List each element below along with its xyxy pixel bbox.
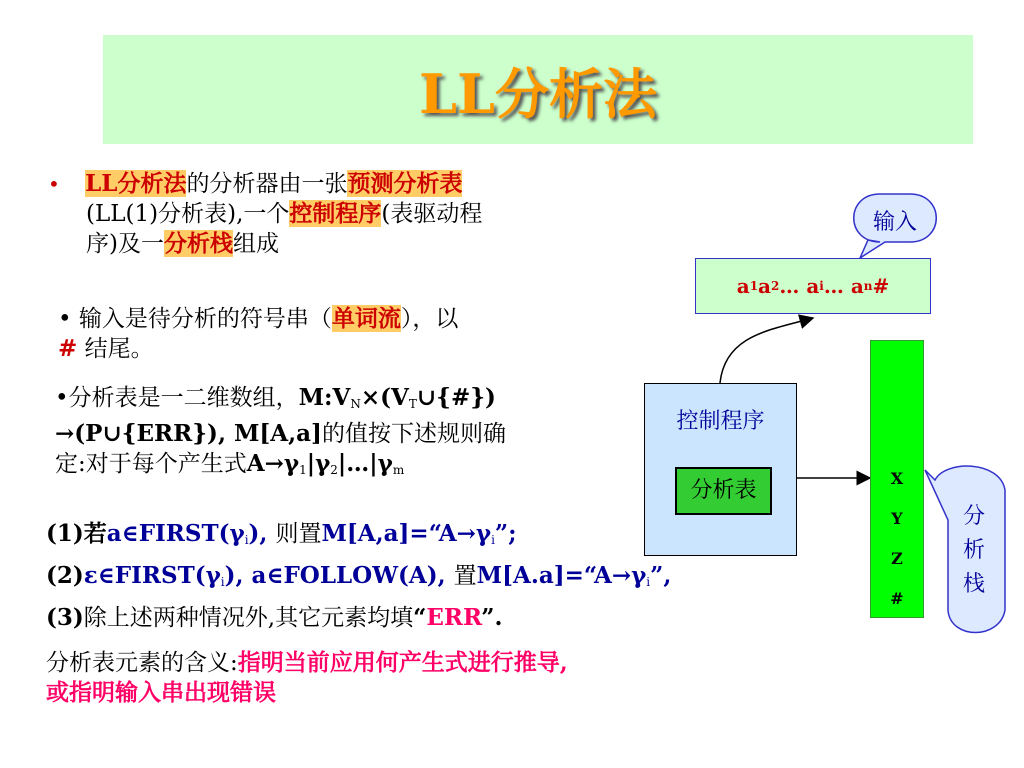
err-term: ERR	[426, 604, 482, 631]
text: a	[736, 274, 750, 298]
text: 析	[962, 538, 985, 563]
text: … a	[823, 274, 864, 298]
text: (1)若	[46, 520, 107, 547]
predict-table-term: 预测分析表	[347, 170, 463, 197]
text: |γ	[306, 450, 331, 477]
text: ),	[248, 520, 276, 547]
text: 序)及一	[86, 231, 164, 257]
text: 则置	[275, 521, 322, 547]
analysis-stack-term: 分析栈	[163, 230, 233, 257]
text: … a	[779, 274, 820, 298]
analysis-table-box	[675, 467, 772, 515]
text: 定:对于每个产生式	[55, 451, 247, 477]
text: 组成	[232, 231, 279, 257]
text: ∪{#})	[416, 384, 496, 411]
text: ε∈FIRST(γ	[83, 562, 221, 589]
input-tape	[695, 258, 931, 314]
bullet-dot: •	[48, 172, 60, 196]
text: ），以	[400, 306, 459, 332]
hash-symbol: #	[58, 335, 78, 362]
subscript: i	[646, 575, 651, 589]
stack-bubble-label	[953, 500, 995, 602]
text: #	[872, 274, 890, 298]
stack-item: #	[890, 589, 904, 608]
text: ), a∈FOLLOW(A),	[224, 562, 454, 589]
text: M[A.a]=“A→γ	[476, 562, 647, 589]
meaning-text: 或指明输入串出现错误	[46, 679, 276, 706]
subscript: n	[863, 279, 873, 293]
text: 的分析器由一张	[186, 171, 348, 197]
subscript: 1	[749, 279, 759, 293]
subscript: i	[819, 279, 824, 293]
text: (2)	[46, 562, 84, 589]
subscript: T	[408, 397, 417, 411]
input-bubble-label: 输入	[872, 210, 917, 235]
control-to-input-arrow	[720, 318, 813, 383]
text: 分析表元素的含义:	[46, 650, 238, 676]
control-program-label: 控制程序	[676, 409, 765, 434]
text: ×(V	[360, 384, 409, 411]
token-stream-term: 单词流	[331, 305, 401, 332]
analysis-stack	[870, 340, 924, 618]
text: 除上述两种情况外,其它元素均填	[83, 605, 414, 631]
subscript: i	[491, 533, 495, 547]
text: 置	[453, 563, 477, 589]
text: 的值按下述规则确	[321, 421, 506, 447]
text: (3)	[46, 604, 84, 631]
control-program-term: 控制程序	[289, 200, 382, 227]
ll-method-term: LL分析法	[85, 170, 187, 197]
text: a	[758, 274, 772, 298]
text: (表驱动程	[381, 201, 483, 227]
stack-item: Y	[891, 509, 903, 528]
subscript: 2	[771, 279, 780, 293]
subscript: i	[244, 533, 249, 547]
stack-item: Z	[891, 549, 903, 568]
text: “	[413, 604, 427, 631]
subscript: i	[220, 575, 225, 589]
analysis-table-label: 分析表	[690, 478, 757, 503]
text: (LL(1)分析表),一个	[86, 201, 290, 227]
text: ”,	[650, 562, 672, 589]
text: 结尾。	[77, 336, 154, 362]
text: |…|γ	[337, 450, 393, 477]
text: a∈FIRST(γ	[106, 520, 245, 547]
text: 分	[962, 504, 985, 529]
text: •分析表是一二维数组，	[55, 385, 299, 411]
subscript: 1	[299, 463, 307, 477]
text: M:V	[298, 384, 351, 411]
text: ”.	[481, 604, 503, 631]
text: • 输入是待分析的符号串（	[58, 306, 332, 332]
text: A→γ	[246, 450, 300, 477]
subscript: m	[392, 463, 405, 477]
text: 栈	[962, 572, 985, 597]
meaning-text: 指明当前应用何产生式进行推导,	[237, 649, 568, 676]
control-program-box	[644, 383, 797, 556]
slide-title: LL分析法	[419, 62, 657, 126]
subscript: 2	[330, 463, 338, 477]
text: M[A,a]=“A→γ	[321, 520, 492, 547]
stack-item: X	[890, 469, 904, 488]
text: ”;	[494, 520, 517, 547]
text: →(P∪{ERR}), M[A,a]	[55, 420, 322, 447]
subscript: N	[350, 397, 361, 411]
